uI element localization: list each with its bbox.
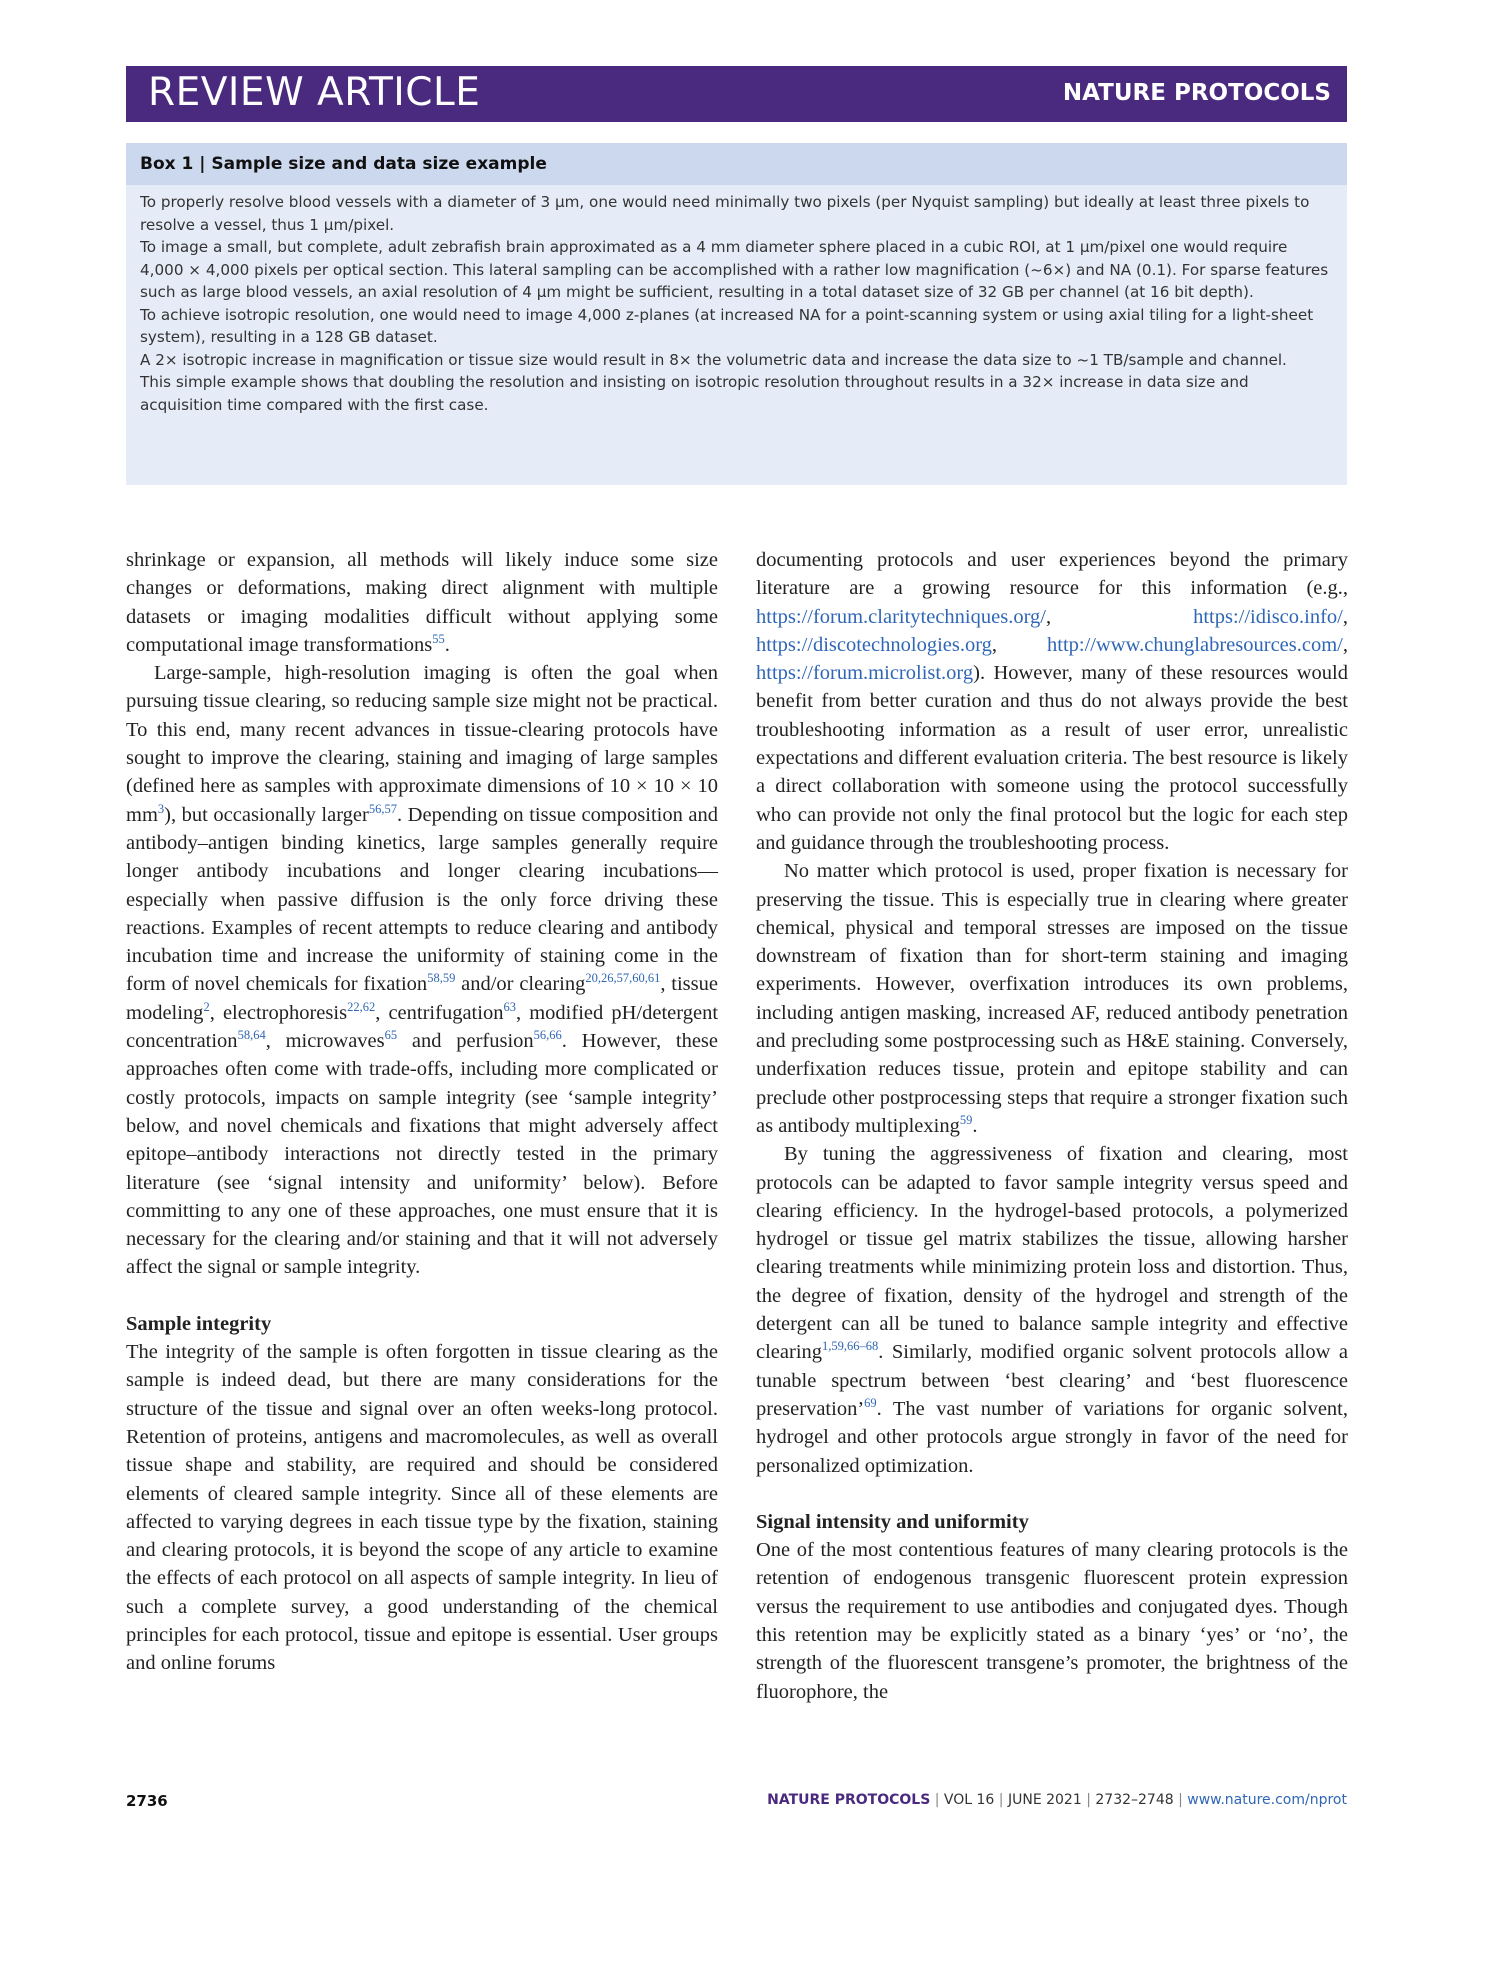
box-body (140, 191, 1333, 416)
footer-citation: NATURE PROTOCOLS | VOL 16 | JUNE 2021 | 2732–2748 | www.nature.com/nprot (767, 1792, 1347, 1808)
forum-link[interactable]: https://discotechnologies.org (756, 633, 992, 656)
header-bar (126, 66, 1347, 122)
citation-link[interactable]: 1,59,66–68 (822, 1339, 879, 1354)
paragraph: By tuning the aggressiveness of fixation and clearing, most protocols can be adapted to favor sample integrity versus speed and clearing efficiency. In the hydrogel-based protocols, a polymerized hydrogel or tissue gel matrix stabilizes the tissue, allowing harsher clearing treatments while minimizing protein loss and distortion. Thus, the degree of fixation, density of the hydrogel and strength of the detergent can all be tuned to balance sample integrity and effective clearing$^{1,59,66-68}$. Similarly, modified organic solvent protocols allow a tunable spectrum between ‘best clearing’ and ‘best fluorescence preservation’$^{69}$. The vast number of variations for organic solvent, hydrogel and other protocols argue strongly in favor of the need for personalized optimization. (756, 1143, 1348, 1477)
citation-link[interactable]: 58,59 (427, 971, 456, 986)
paragraph: documenting protocols and user experiences beyond the primary literature are a growing resource for this information (e.g., https://forum.claritytechniques.org/, https://idisco.info/, https://discotechnologies.org, http://www.chunglabresources.com/, https://forum.microlist.org). However, many of these resources would benefit from better curation and thus do not always provide the best troubleshooting information as a result of user error, unrealistic expectations and different evaluation criteria. The best resource is likely a direct collaboration with someone using the protocol successfully who can provide not only the final protocol but the logic for each step and guidance through the troubleshooting process. (756, 549, 1348, 854)
footer-url[interactable]: www.nature.com/nprot (1187, 1792, 1347, 1808)
citation-link[interactable]: 58,64 (237, 1028, 266, 1043)
paragraph: The integrity of the sample is often forgotten in tissue clearing as the sample is indeed dead, but there are many considerations for the structure of the tissue and signal over an often weeks-long protocol. Retention of proteins, antigens and macromolecules, as well as overall tissue shape and stability, are required and should be considered elements of cleared sample integrity. Since all of these elements are affected to varying degrees in each tissue type by the fixation, staining and clearing protocols, it is beyond the scope of any article to examine the effects of each protocol on all aspects of sample integrity. In lieu of such a complete survey, a good understanding of the chemical principles for each protocol, tissue and epitope is essential. User groups and online forums (126, 1341, 718, 1675)
box-paragraph: To achieve isotropic resolution, one would need to image 4,000 z-planes (at increased NA for a point-scanning system or using axial tiling for a light-sheet system), resulting in a 128 GB dataset. (140, 305, 1314, 346)
section-heading: Signal intensity and uniformity (756, 1510, 1029, 1533)
citation-link[interactable]: 65 (384, 1028, 398, 1043)
paragraph: shrinkage or expansion, all methods will likely induce some size changes or deformations, making direct alignment with multiple datasets or imaging modalities difficult without applying some computational image transformations$^{55}$. (126, 549, 718, 656)
box-paragraph: A 2× isotropic increase in magnification or tissue size would result in 8× the volumetric data and increase the data size to ~1 TB/sample and channel. (140, 350, 1287, 369)
citation-link[interactable]: 69 (864, 1396, 877, 1411)
left-column (126, 546, 718, 1678)
citation-link[interactable]: 20,26,57,60,61 (585, 971, 661, 986)
forum-link[interactable]: https://idisco.info/ (1193, 605, 1343, 628)
paragraph: One of the most contentious features of many clearing protocols is the retention of endogenous transgenic fluorescent protein expression versus the requirement to use antibodies and conjugated dyes. Though this retention may be explicitly stated as a binary ‘yes’ or ‘no’, the strength of the fluorescent transgene’s promoter, the brightness of the fluorophore, the (756, 1539, 1348, 1703)
citation-link[interactable]: 55 (432, 632, 445, 647)
citation-link[interactable]: 56,57 (368, 801, 397, 816)
box-title: Box 1 | Sample size and data size example (140, 154, 547, 174)
right-column (756, 546, 1348, 1706)
citation-link[interactable]: 2 (203, 999, 210, 1014)
journal-name: NATURE PROTOCOLS (1062, 80, 1331, 106)
citation-link[interactable]: 22,62 (347, 999, 376, 1014)
footer-volume: VOL 16 (943, 1792, 995, 1808)
paragraph: No matter which protocol is used, proper fixation is necessary for preserving the tissue. This is especially true in clearing where greater chemical, physical and temporal stresses are imposed on the tissue downstream of fixation than for short-term staining and imaging experiments. However, overfixation introduces its own problems, including antigen masking, increased AF, reduced antibody penetration and precluding some postprocessing such as H&E staining. Conversely, underfixation reduces tissue, protein and epitope stability and can preclude other postprocessing steps that require a stronger fixation such as antibody multiplexing$^{59}$. (756, 860, 1348, 1137)
box-1 (126, 143, 1347, 485)
citation-link[interactable]: 59 (959, 1113, 973, 1128)
forum-link[interactable]: http://www.chunglabresources.com/ (1047, 633, 1343, 656)
box-paragraph: This simple example shows that doubling the resolution and insisting on isotropic resolution throughout results in a 32× increase in data size and acquisition time compared with the first case. (140, 373, 1249, 414)
box-paragraph: To properly resolve blood vessels with a diameter of 3 μm, one would need minimally two pixels (per Nyquist sampling) but ideally at least three pixels to resolve a vessel, thus 1 μm/pixel. (140, 193, 1310, 234)
page-number: 2736 (126, 1792, 168, 1810)
citation-link[interactable]: 63 (503, 999, 516, 1014)
footer-date: JUNE 2021 (1007, 1792, 1082, 1808)
box-header (126, 143, 1347, 185)
forum-link[interactable]: https://forum.microlist.org (756, 662, 974, 685)
citation-link[interactable]: 56,66 (533, 1028, 562, 1043)
footer-journal: NATURE PROTOCOLS (767, 1792, 931, 1808)
section-heading: Sample integrity (126, 1312, 272, 1335)
paragraph: Large-sample, high-resolution imaging is often the goal when pursuing tissue clearing, so reducing sample size might not be practical. To this end, many recent advances in tissue-clearing protocols have sought to improve the clearing, staining and imaging of large samples (defined here as samples with approximate dimensions of 10 × 10 × 10 $mm^3$), but occasionally larger$^{56,57}$. Depending on tissue composition and antibody–antigen binding kinetics, large samples generally require longer antibody incubations and longer clearing incubations—especially when passive diffusion is the only force driving these reactions. Examples of recent attempts to reduce clearing and antibody incubation time and increase the uniformity of staining come in the form of novel chemicals for fixation$^{58,59}$ and/or clearing$^{20,26,57,60,61}$, tissue modeling$^2$, electrophoresis$^{22,62}$, centrifugation$^{63}$, modified pH/detergent concentration$^{58,64}$, microwaves$^{65}$ and perfusion$^{56,66}$. However, these approaches often come with trade-offs, including more complicated or costly protocols, impacts on sample integrity (see ‘sample integrity’ below, and novel chemicals and fixations that might adversely affect epitope–antibody interactions not directly tested in the primary literature (see ‘signal intensity and uniformity’ below). Before committing to any one of these approaches, one must ensure that it is necessary for the clearing and/or staining and that it will not adversely affect the signal or sample integrity. (126, 662, 719, 1279)
box-paragraph: To image a small, but complete, adult zebrafish brain approximated as a 4 mm diameter sphere placed in a cubic ROI, at 1 μm/pixel one would require 4,000 × 4,000 pixels per optical section. This lateral sampling can be accomplished with a rather low magnification (~6×) and NA (0.1). For sparse features such as large blood vessels, an axial resolution of 4 μm might be sufficient, resulting in a total dataset size of 32 GB per channel (at 16 bit depth). (140, 238, 1329, 301)
section-label: REVIEW ARTICLE (148, 70, 481, 115)
forum-link[interactable]: https://forum.claritytechniques.org/ (756, 605, 1046, 628)
footer-pages: 2732–2748 (1095, 1792, 1174, 1808)
